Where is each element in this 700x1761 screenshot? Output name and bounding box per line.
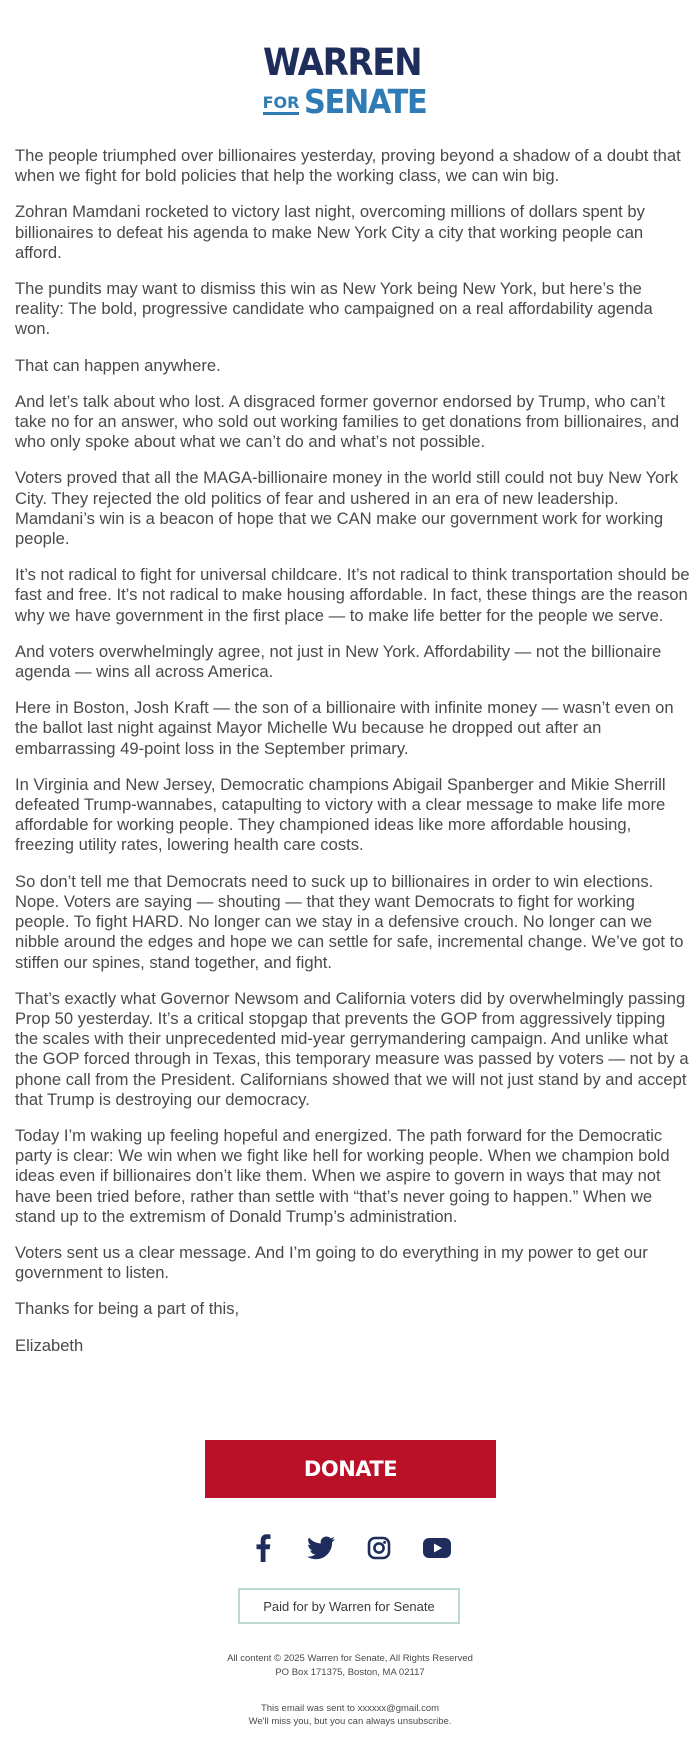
logo-senate-text: SENATE	[304, 82, 427, 121]
twitter-icon[interactable]	[306, 1533, 336, 1563]
body-paragraph: And voters overwhelmingly agree, not just in New York. Affordability — not the billionaire agenda — wins all across America.	[15, 641, 662, 682]
body-paragraph: So don’t tell me that Democrats need to suck up to billionaires in order to win elections. Nope. Voters are saying — shouting — that they want Democrats to fight for working people. To fight HARD. No longer can we stay in a defensive crouch. No longer can we nibble around the edges and hope we can settle for safe, incremental change. We’ve got to stiffen our spines, stand together, and fight.	[15, 871, 684, 972]
logo	[0, 41, 700, 121]
sent-to-text: This email was sent to xxxxxx@gmail.com	[260, 1703, 440, 1714]
body-paragraph: Voters proved that all the MAGA-billionaire money in the world still could not buy New York City. They rejected the old politics of fear and ushered in an era of new leadership. Mamdani’s win is a beacon of hope that we CAN make our government work for working people.	[15, 468, 679, 549]
body-paragraph: That can happen anywhere.	[15, 355, 221, 375]
logo-bottom-row	[262, 82, 438, 121]
body-paragraph: Zohran Mamdani rocketed to victory last night, overcoming millions of dollars spent by billionaires to defeat his agenda to make New York City a city that working people can afford.	[15, 202, 645, 262]
donate-button[interactable]: DONATE	[205, 1440, 496, 1498]
body-paragraph: The pundits may want to dismiss this win as New York being New York, but here’s the reality: The bold, progressive candidate who campaigned on a real affordability agenda won.	[15, 279, 653, 339]
youtube-icon[interactable]	[422, 1533, 452, 1563]
instagram-icon[interactable]	[364, 1533, 394, 1563]
unsubscribe-link[interactable]: We'll miss you, but you can always unsubscribe.	[248, 1716, 452, 1727]
social-links	[0, 1533, 700, 1563]
signature: Elizabeth	[15, 1335, 84, 1355]
body-paragraph: The people triumphed over billionaires yesterday, proving beyond a shadow of a doubt that when we fight for bold policies that help the working class, we can win big.	[15, 146, 681, 186]
body-paragraph: Voters sent us a clear message. And I’m going to do everything in my power to get our government to listen.	[15, 1242, 648, 1283]
body-paragraph: In Virginia and New Jersey, Democratic champions Abigail Spanberger and Mikie Sherrill defeated Trump-wannabes, catapulting to victory with a clear message to make life more affordable for working people. They championed ideas like more affordable housing, freezing utility rates, lowering health care costs.	[15, 774, 666, 855]
email-body	[15, 146, 691, 1372]
logo-warren-text: WARREN	[262, 41, 421, 84]
donate-container	[205, 1440, 496, 1498]
body-paragraph: That’s exactly what Governor Newsom and California voters did by overwhelmingly passing Prop 50 yesterday. It’s a critical stopgap that prevents the GOP from aggressively tipping the scales with their unprecedented mid-year gerrymandering campaign. And unlike what the GOP forced through in Texas, this temporary measure was passed by voters — not by a phone call from the President. Californians showed that we will not just stand by and accept that Trump is destroying our democracy.	[15, 988, 689, 1109]
closing-line: Thanks for being a part of this,	[15, 1299, 240, 1319]
facebook-icon[interactable]	[248, 1533, 278, 1563]
body-paragraph: And let’s talk about who lost. A disgraced former governor endorsed by Trump, who can’t take no for an answer, who sold out working families to get donations from billionaires, and who only spoke about what we can’t do and what’s not possible.	[15, 391, 680, 452]
paid-for-disclaimer: Paid for by Warren for Senate	[238, 1588, 460, 1624]
body-paragraph: Today I’m waking up feeling hopeful and energized. The path forward for the Democratic party is clear: We win when we fight like hell for working people. When we champion bold ideas even if billionaires don’t like them. When we aspire to govern in ways that may not have been tried before, rather than settle with “that’s never going to happen.” When we stand up to the extremism of Donald Trump’s administration.	[15, 1125, 670, 1226]
body-paragraph: Here in Boston, Josh Kraft — the son of a billionaire with infinite money — wasn’t even on the ballot last night against Mayor Michelle Wu because he dropped out after an embarrassing 49-point loss in the September primary.	[15, 698, 674, 758]
body-paragraph: It’s not radical to fight for universal childcare. It’s not radical to think transportation should be fast and free. It’s not radical to make housing affordable. In fact, these things are the reason why we have government in the first place — to make life better for the people we serve.	[15, 565, 690, 625]
logo-for-text: FOR	[263, 95, 300, 115]
mailing-address: PO Box 171375, Boston, MA 02117	[275, 1667, 425, 1678]
copyright-text: All content © 2025 Warren for Senate, All Rights Reserved	[227, 1653, 473, 1664]
